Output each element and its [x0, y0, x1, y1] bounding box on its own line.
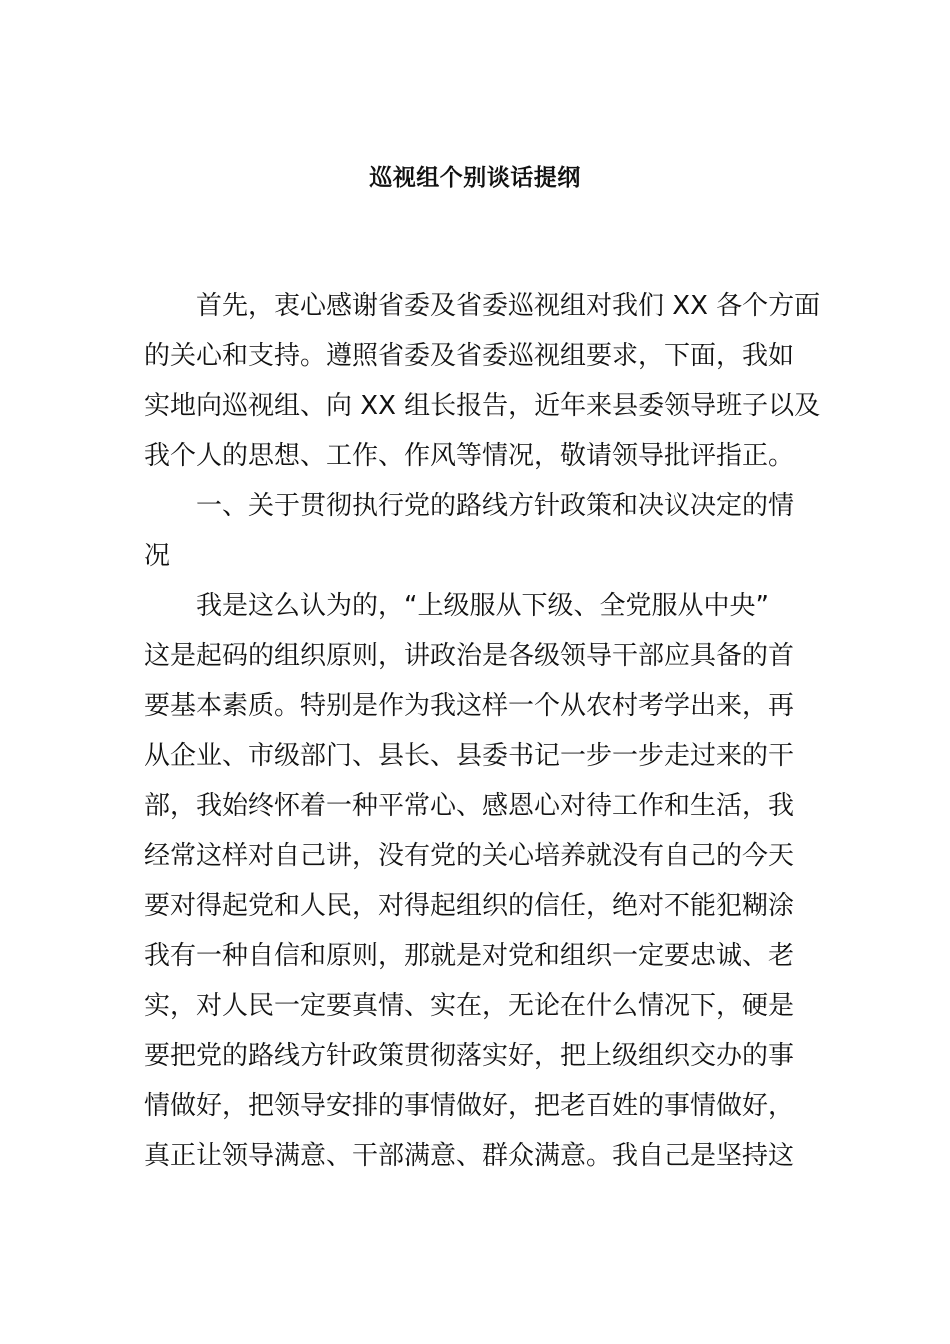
section-heading-line: 况 — [144, 541, 171, 571]
body-line: 从企业、市级部门、县长、县委书记一步一步走过来的干 — [144, 741, 795, 771]
body-line: 我个人的思想、工作、作风等情况，敬请领导批评指正。 — [144, 441, 795, 471]
body-line: 要基本素质。特别是作为我这样一个从农村考学出来，再 — [144, 691, 795, 721]
body-line: 真正让领导满意、干部满意、群众满意。我自己是坚持这 — [144, 1141, 795, 1171]
document-title: 巡视组个别谈话提纲 — [369, 165, 581, 191]
body-line: 实地向巡视组、向 XX 组长报告，近年来县委领导班子以及 — [144, 391, 821, 421]
section-heading-line: 一、关于贯彻执行党的路线方针政策和决议决定的情 — [196, 491, 795, 521]
body-line: 经常这样对自己讲，没有党的关心培养就没有自己的今天 — [144, 841, 795, 871]
body-line: 这是起码的组织原则，讲政治是各级领导干部应具备的首 — [144, 641, 795, 671]
body-line: 要把党的路线方针政策贯彻落实好，把上级组织交办的事 — [144, 1041, 795, 1071]
body-line: 情做好，把领导安排的事情做好，把老百姓的事情做好， — [144, 1091, 795, 1121]
body-line: 实，对人民一定要真情、实在，无论在什么情况下，硬是 — [144, 991, 795, 1021]
body-line: 我有一种自信和原则，那就是对党和组织一定要忠诚、老 — [144, 941, 795, 971]
body-line: 我是这么认为的，“上级服从下级、全党服从中央” — [196, 591, 769, 621]
body-line: 部，我始终怀着一种平常心、感恩心对待工作和生活，我 — [144, 791, 795, 821]
body-line: 要对得起党和人民，对得起组织的信任，绝对不能犯糊涂 — [144, 891, 795, 921]
body-line: 的关心和支持。遵照省委及省委巡视组要求，下面，我如 — [144, 341, 795, 371]
body-line: 首先，衷心感谢省委及省委巡视组对我们 XX 各个方面 — [196, 291, 821, 321]
